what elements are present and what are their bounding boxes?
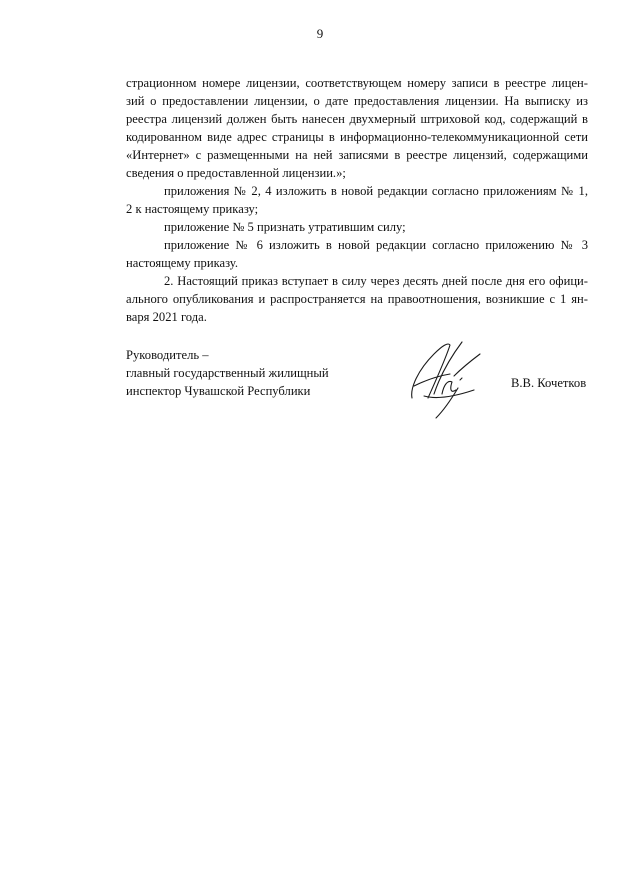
signer-title-line2: главный государственный жилищный	[126, 366, 329, 380]
signer-title-line3: инспектор Чувашской Республики	[126, 384, 311, 398]
body-line: приложение № 5 признать утратившим силу;	[164, 220, 406, 234]
body-line: приложение № 6 изложить в новой редакции согласно приложению № 3	[164, 238, 588, 252]
body-line: ального опубликования и распространяется на правоотношения, возникшие с 1 ян-	[126, 292, 588, 306]
body-line: 2. Настоящий приказ вступает в силу через десять дней после дня его офици-	[164, 274, 588, 288]
body-line: приложения № 2, 4 изложить в новой редакции согласно приложениям № 1,	[164, 184, 588, 198]
body-line: кодированном виде адрес страницы в информационно-телекоммуникационной сети	[126, 130, 588, 144]
body-line: «Интернет» с размещенными на ней записями в реестре лицензий, содержащими	[126, 148, 588, 162]
body-line: 2 к настоящему приказу;	[126, 202, 259, 216]
signer-name: В.В. Кочетков	[511, 376, 587, 390]
body-line: варя 2021 года.	[126, 310, 207, 324]
body-line: страционном номере лицензии, соответствующем номеру записи в реестре лицен-	[126, 76, 588, 90]
handwritten-signature	[404, 336, 486, 420]
signer-title-line1: Руководитель –	[126, 348, 209, 362]
body-line: сведения о предоставленной лицензии.»;	[126, 166, 346, 180]
body-line: зий о предоставлении лицензии, о дате предоставления лицензии. На выписку из	[126, 94, 588, 108]
page-number: 9	[316, 26, 324, 41]
body-line: настоящему приказу.	[126, 256, 238, 270]
body-line: реестра лицензий должен быть нанесен двухмерный штриховой код, содержащий в	[126, 112, 588, 126]
